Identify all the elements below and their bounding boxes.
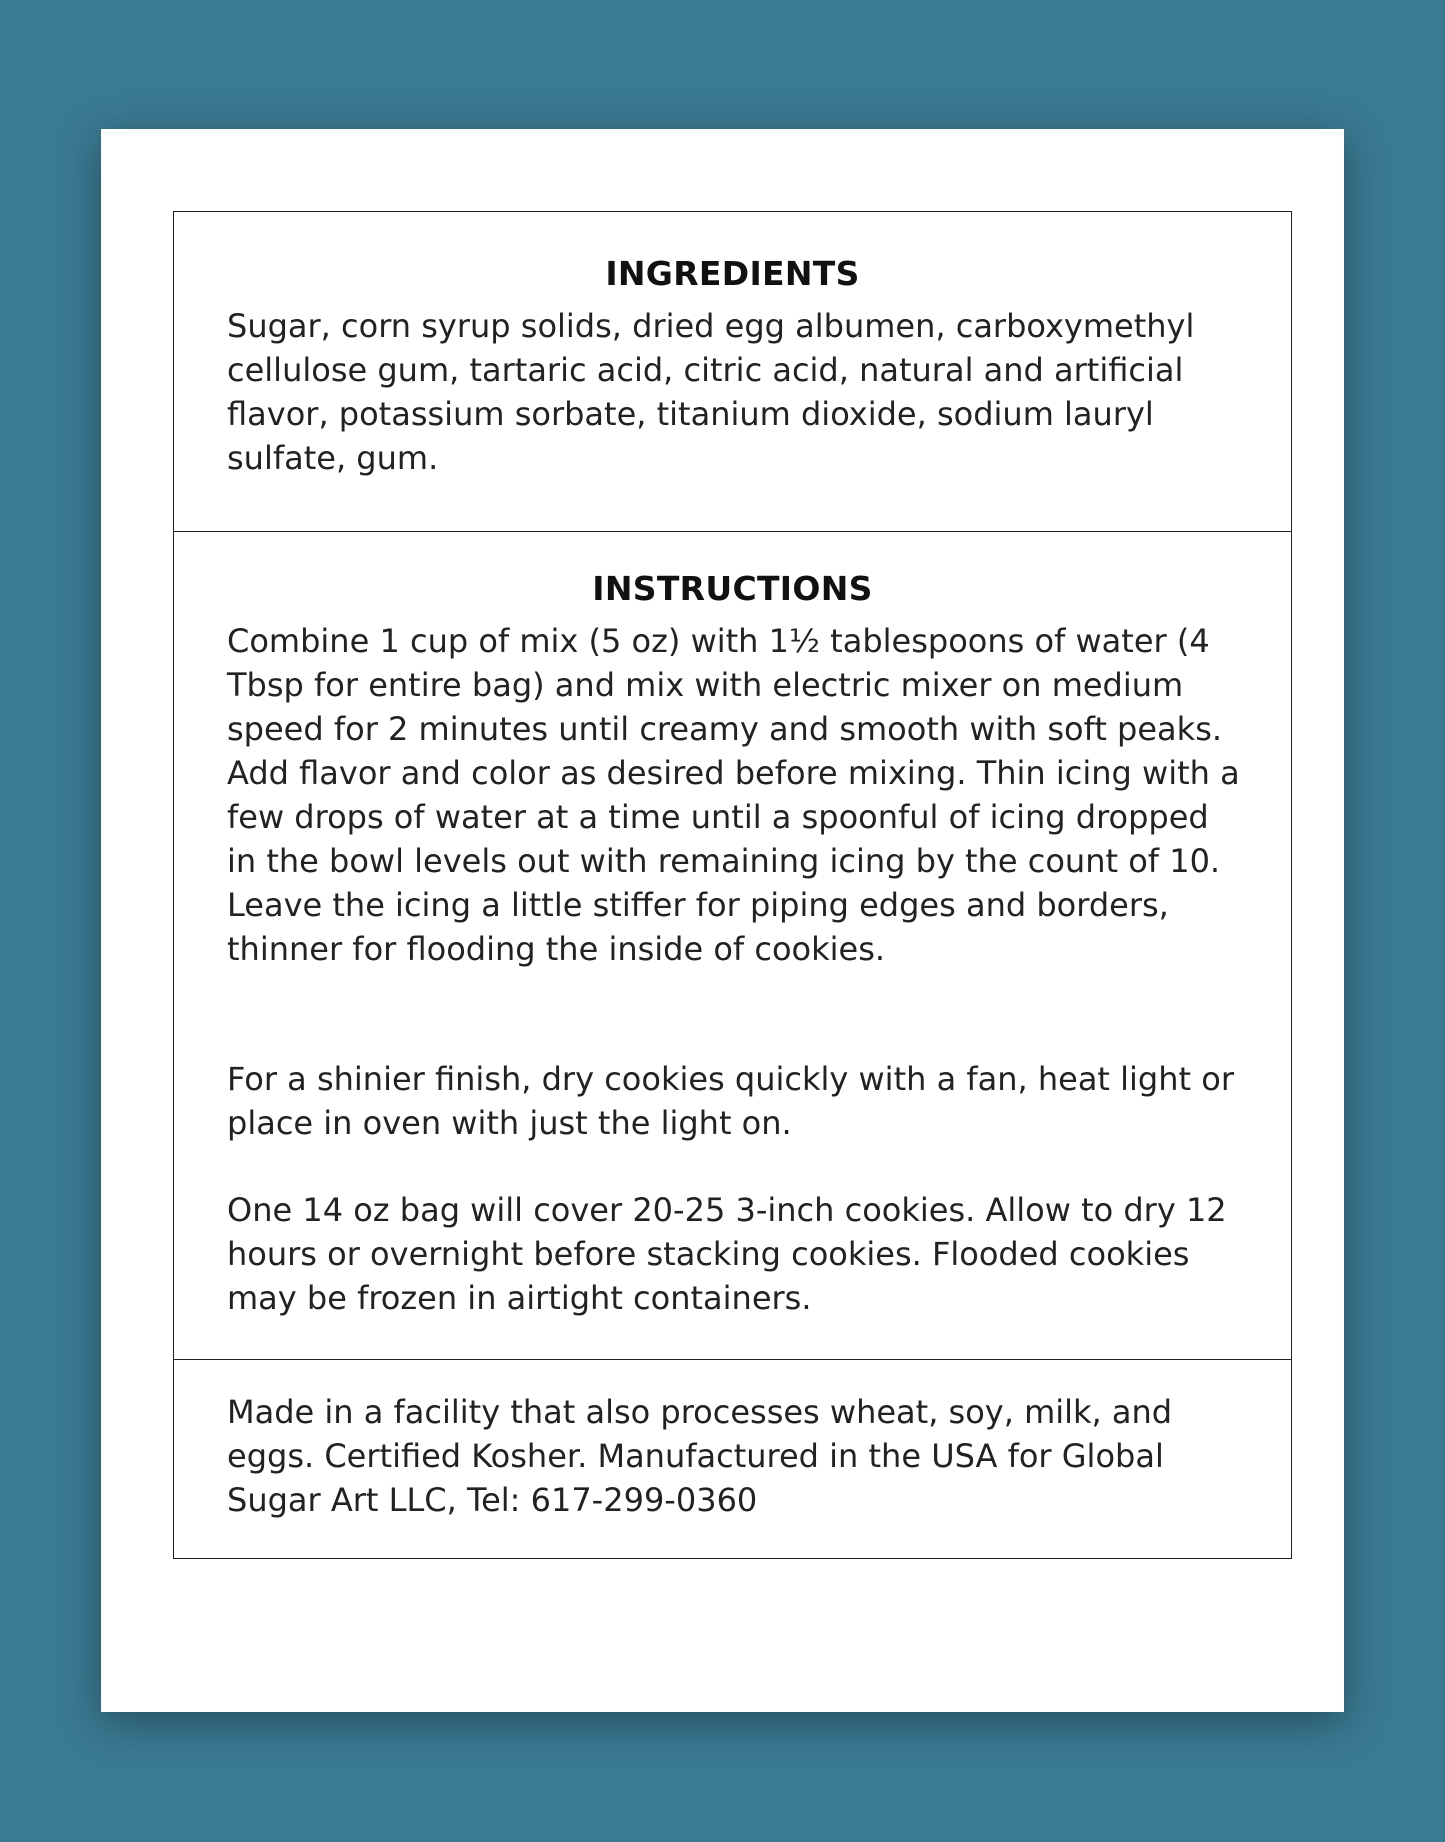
- instructions-heading: INSTRUCTIONS: [592, 569, 873, 608]
- allergen-notice: Made in a facility that also processes wheat, soy, milk, and eggs. Certified Kosher. Manufactured in the USA for Global Sugar Art LLC, Tel: 617-299-0360: [227, 1393, 1173, 1519]
- label-card: [101, 129, 1344, 1712]
- ingredients-text: Sugar, corn syrup solids, dried egg albumen, carboxymethyl cellulose gum, tartaric acid, citric acid, natural and artificial flavor, potassium sorbate, titanium dioxide, sodium lauryl sulfate, gum.: [227, 307, 1195, 477]
- ingredients-section: [174, 212, 1291, 532]
- instructions-section: [174, 532, 1291, 1360]
- footer-section: [174, 1360, 1291, 1558]
- instructions-paragraph-3: One 14 oz bag will cover 20-25 3-inch cookies. Allow to dry 12 hours or overnight before stacking cookies. Flooded cookies may be frozen in airtight containers.: [227, 1191, 1227, 1317]
- ingredients-heading: INGREDIENTS: [605, 254, 860, 293]
- instructions-paragraph-2: For a shinier finish, dry cookies quickly with a fan, heat light or place in oven with just the light on.: [227, 1060, 1234, 1142]
- product-label: [173, 211, 1292, 1559]
- instructions-paragraph-1: Combine 1 cup of mix (5 oz) with 1½ tablespoons of water (4 Tbsp for entire bag) and mix with electric mixer on medium speed for 2 minutes until creamy and smooth with soft peaks. Add flavor and color as desired before mixing. Thin icing with a few drops of water at a time until a spoonful of icing dropped in the bowl levels out with remaining icing by the count of 10. Leave the icing a little stiffer for piping edges and borders, thinner for flooding the inside of cookies.: [227, 622, 1240, 968]
